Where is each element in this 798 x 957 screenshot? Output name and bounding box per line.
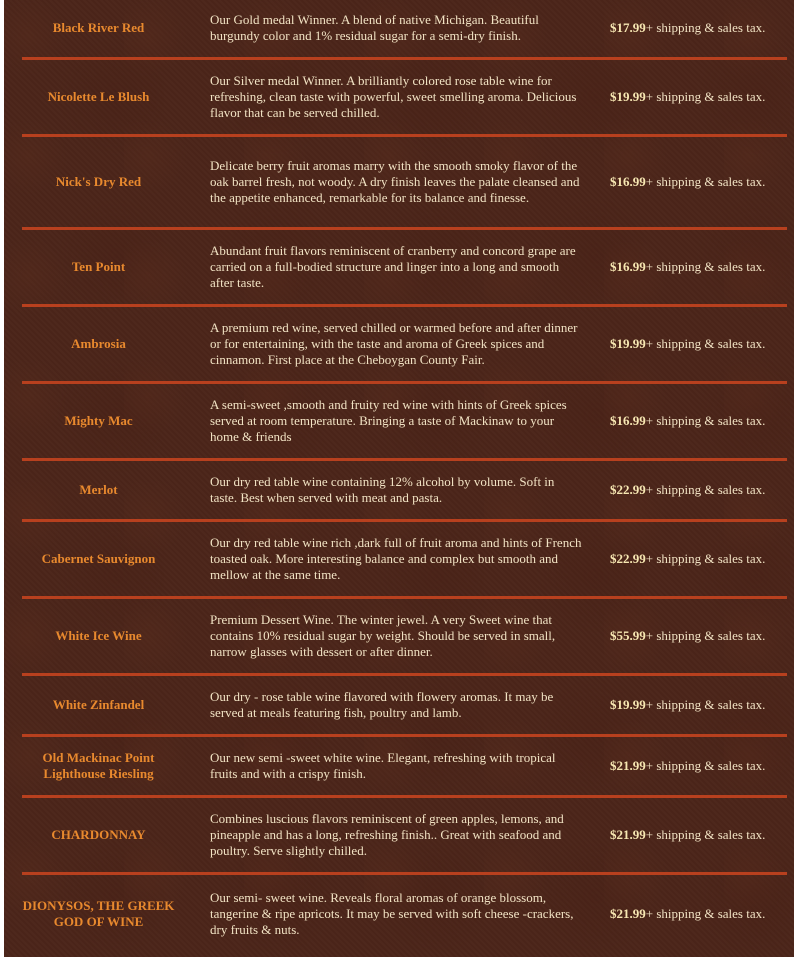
wine-price: $16.99 <box>610 173 646 189</box>
wine-name: Merlot <box>22 459 185 520</box>
wine-description: Our dry red table wine rich ,dark full of fruit aroma and hints of French toasted oak. More interesting balance and complex but smooth and mellow at the same time. <box>185 520 584 597</box>
wine-price: $16.99 <box>610 258 646 274</box>
wine-name: Mighty Mac <box>22 382 185 459</box>
wine-price-suffix: + shipping & sales tax. <box>645 173 766 189</box>
wine-row <box>22 674 787 735</box>
wine-price: $22.99 <box>610 481 646 497</box>
wine-name: Old Mackinac Point Lighthouse Riesling <box>22 735 185 796</box>
wine-price-cell <box>584 459 787 520</box>
wine-price-cell <box>584 382 787 459</box>
wine-price-suffix: + shipping & sales tax. <box>645 335 766 351</box>
wine-row <box>22 135 787 228</box>
wine-price-suffix: + shipping & sales tax. <box>645 88 766 104</box>
wine-price-suffix: + shipping & sales tax. <box>645 412 766 428</box>
wine-price-suffix: + shipping & sales tax. <box>645 826 766 842</box>
wine-row <box>22 873 787 953</box>
wine-name: Cabernet Sauvignon <box>22 520 185 597</box>
wine-list-page <box>4 0 794 957</box>
wine-row <box>22 382 787 459</box>
wine-description: Delicate berry fruit aromas marry with the smooth smoky flavor of the oak barrel fresh, not woody. A dry finish leaves the palate cleansed and the appetite enhanced, remarkable for its balance and finesse. <box>185 135 584 228</box>
wine-price: $19.99 <box>610 335 646 351</box>
wine-price: $55.99 <box>610 627 646 643</box>
wine-price-cell <box>584 58 787 135</box>
wine-description: A premium red wine, served chilled or warmed before and after dinner or for entertaining, with the taste and aroma of Greek spices and cinnamon. First place at the Cheboygan County Fair. <box>185 305 584 382</box>
wine-description: Our Silver medal Winner. A brilliantly colored rose table wine for refreshing, clean taste with powerful, sweet smelling aroma. Delicious flavor that can be served chilled. <box>185 58 584 135</box>
wine-row <box>22 58 787 135</box>
wine-row <box>22 228 787 305</box>
wine-price: $16.99 <box>610 412 646 428</box>
wine-price-suffix: + shipping & sales tax. <box>645 258 766 274</box>
wine-price-suffix: + shipping & sales tax. <box>645 481 766 497</box>
wine-price-cell <box>584 674 787 735</box>
wine-price: $21.99 <box>610 757 646 773</box>
wine-name: Ten Point <box>22 228 185 305</box>
wine-description: Our semi- sweet wine. Reveals floral aromas of orange blossom, tangerine & ripe apricots. It may be served with soft cheese -crackers, dry fruits & nuts. <box>210 889 574 937</box>
wine-price-suffix: + shipping & sales tax. <box>645 550 766 566</box>
wine-row <box>22 796 787 873</box>
wine-description: Combines luscious flavors reminiscent of green apples, lemons, and pineapple and has a long, refreshing finish.. Great with seafood and poultry. Serve slightly chilled. <box>185 796 584 873</box>
wine-table <box>22 0 787 953</box>
wine-price: $19.99 <box>610 696 646 712</box>
wine-price: $19.99 <box>610 88 646 104</box>
wine-name: CHARDONNAY <box>22 796 185 873</box>
wine-price-cell <box>584 305 787 382</box>
wine-name: Ambrosia <box>22 305 185 382</box>
wine-name: White Ice Wine <box>22 597 185 674</box>
wine-price-suffix: + shipping & sales tax. <box>645 627 766 643</box>
wine-description: Our Gold medal Winner. A blend of native Michigan. Beautiful burgundy color and 1% residual sugar for a semi-dry finish. <box>185 0 584 58</box>
wine-price-cell <box>584 520 787 597</box>
wine-price-suffix: + shipping & sales tax. <box>645 696 766 712</box>
wine-row <box>22 735 787 796</box>
wine-row <box>22 597 787 674</box>
wine-description: Our dry red table wine containing 12% alcohol by volume. Soft in taste. Best when served with meat and pasta. <box>185 459 584 520</box>
wine-row <box>22 520 787 597</box>
wine-price-cell <box>584 135 787 228</box>
wine-price-cell <box>584 873 787 953</box>
wine-description: A semi-sweet ,smooth and fruity red wine with hints of Greek spices served at room temperature. Bringing a taste of Mackinaw to your home & friends <box>185 382 584 459</box>
wine-price-cell <box>584 0 787 58</box>
wine-name: DIONYSOS, THE GREEK GOD OF WINE <box>22 897 175 929</box>
wine-row <box>22 0 787 58</box>
wine-description: Premium Dessert Wine. The winter jewel. A very Sweet wine that contains 10% residual sugar by weight. Should be served in small, narrow glasses with dessert or after dinner. <box>185 597 584 674</box>
wine-price-suffix: + shipping & sales tax. <box>645 20 766 36</box>
wine-price: $21.99 <box>610 826 646 842</box>
wine-description: Abundant fruit flavors reminiscent of cranberry and concord grape are carried on a full-bodied structure and linger into a long and smooth after taste. <box>185 228 584 305</box>
wine-price-cell <box>584 228 787 305</box>
wine-price: $17.99 <box>610 20 646 36</box>
wine-description: Our dry - rose table wine flavored with flowery aromas. It may be served at meals featuring fish, poultry and lamb. <box>185 674 584 735</box>
wine-row <box>22 459 787 520</box>
wine-price-suffix: + shipping & sales tax. <box>645 905 766 921</box>
wine-name: Black River Red <box>22 0 185 58</box>
wine-price: $21.99 <box>610 905 646 921</box>
wine-row <box>22 305 787 382</box>
wine-name: Nick's Dry Red <box>22 135 185 228</box>
wine-name: Nicolette Le Blush <box>22 58 185 135</box>
wine-price-cell <box>584 597 787 674</box>
wine-price-cell <box>584 796 787 873</box>
wine-name: White Zinfandel <box>22 674 185 735</box>
wine-description: Our new semi -sweet white wine. Elegant, refreshing with tropical fruits and with a crispy finish. <box>185 735 584 796</box>
wine-price-cell <box>584 735 787 796</box>
wine-price-suffix: + shipping & sales tax. <box>645 757 766 773</box>
wine-price: $22.99 <box>610 550 646 566</box>
